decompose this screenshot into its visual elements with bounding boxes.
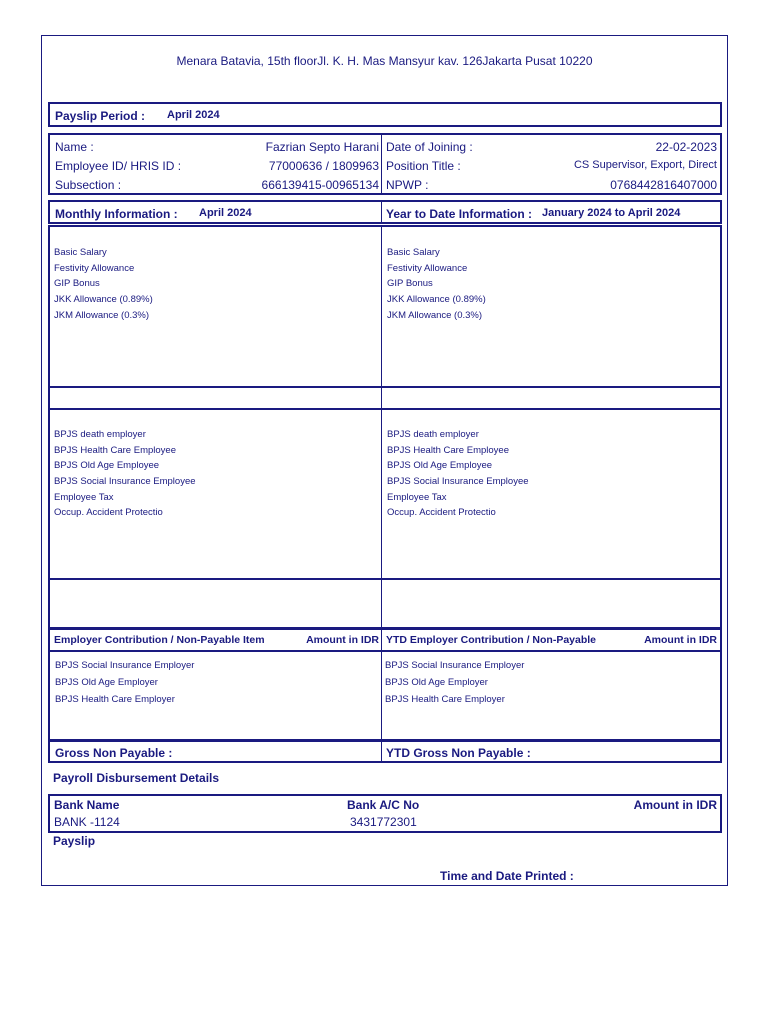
earning-item: JKM Allowance (0.3%) (54, 309, 150, 321)
subsection-value: 666139415-00965134 (261, 178, 379, 192)
payslip-period-value: April 2024 (167, 109, 220, 121)
disbursement-table (48, 794, 722, 832)
employer-contribution-item: BPJS Health Care Employer (55, 694, 175, 705)
ytd-info-period: January 2024 to April 2024 (542, 207, 681, 219)
ytd-info-label: Year to Date Information : (386, 207, 533, 221)
deduction-item: Occup. Accident Protectio (387, 507, 496, 519)
position-label: Position Title : (386, 159, 461, 173)
gross-non-payable-label: Gross Non Payable : (55, 746, 173, 760)
earning-item: Basic Salary (54, 247, 107, 258)
employee-id-label: Employee ID/ HRIS ID : (55, 159, 182, 173)
deduction-item: BPJS death employer (387, 429, 479, 440)
employer-contribution-item: BPJS Old Age Employer (385, 677, 488, 688)
monthly-earnings-list (54, 245, 153, 323)
deduction-item: BPJS Health Care Employee (54, 444, 176, 456)
time-date-printed-label: Time and Date Printed : (440, 869, 574, 883)
employer-contribution-header: Employer Contribution / Non-Payable Item (54, 634, 265, 646)
earning-item: GIP Bonus (387, 278, 433, 290)
earning-item: GIP Bonus (54, 278, 100, 290)
disbursement-divider (48, 831, 722, 833)
bank-ac-header: Bank A/C No (347, 798, 420, 812)
company-address: Menara Batavia, 15th floorJl. K. H. Mas Mansyur kav. 126Jakarta Pusat 10220 (176, 54, 593, 68)
deduction-item: BPJS Old Age Employee (54, 460, 160, 472)
deduction-item: Employee Tax (387, 491, 447, 503)
bank-name-header: Bank Name (54, 798, 120, 812)
employer-contribution-item: BPJS Social Insurance Employer (55, 660, 195, 671)
earning-item: Festivity Allowance (54, 262, 135, 274)
employer-contribution-item: BPJS Old Age Employer (55, 677, 158, 688)
ytd-gross-non-payable-label: YTD Gross Non Payable : (386, 746, 531, 760)
earnings-deductions-block (48, 225, 722, 629)
earning-item: JKM Allowance (0.3%) (387, 309, 483, 321)
deduction-item: BPJS Health Care Employee (387, 444, 509, 456)
employee-info (48, 133, 722, 195)
ytd-earnings-list (387, 245, 486, 323)
employer-contribution-item: BPJS Social Insurance Employer (385, 660, 525, 671)
employer-contribution-amount-header: Amount in IDR (306, 634, 379, 646)
name-label: Name : (55, 140, 94, 154)
doj-label: Date of Joining : (386, 140, 473, 154)
name-value: Fazrian Septo Harani (265, 140, 379, 154)
employer-contribution-list (55, 657, 194, 708)
earning-item: JKK Allowance (0.89%) (54, 294, 153, 306)
bank-ac-value: 3431772301 (350, 815, 417, 829)
payslip-period-label: Payslip Period : (55, 109, 146, 123)
deduction-item: Employee Tax (54, 491, 114, 503)
doj-value: 22-02-2023 (655, 140, 717, 154)
earning-item: Basic Salary (387, 247, 440, 258)
ytd-deductions-list (387, 427, 529, 521)
monthly-info-label: Monthly Information : (55, 207, 178, 221)
amount-header: Amount in IDR (633, 798, 717, 812)
deduction-item: Occup. Accident Protectio (54, 507, 163, 519)
ytd-employer-contribution-list (385, 657, 524, 708)
monthly-info-period: April 2024 (199, 207, 252, 219)
employer-contribution-block (48, 628, 722, 741)
info-header-bar (48, 200, 722, 224)
ytd-employer-contribution-amount-header: Amount in IDR (644, 634, 717, 646)
payslip-label: Payslip (53, 834, 96, 848)
deduction-item: BPJS death employer (54, 429, 146, 440)
ytd-employer-contribution-header: YTD Employer Contribution / Non-Payable (386, 634, 597, 646)
bank-name-value: BANK -1124 (54, 815, 120, 829)
subsection-label: Subsection : (55, 178, 122, 192)
earning-item: JKK Allowance (0.89%) (387, 294, 486, 306)
earning-item: Festivity Allowance (387, 262, 468, 274)
monthly-deductions-list (54, 427, 196, 521)
disbursement-title: Payroll Disbursement Details (53, 771, 220, 785)
position-value: CS Supervisor, Export, Direct (573, 159, 717, 171)
employee-id-value: 77000636 / 1809963 (268, 159, 379, 173)
npwp-value: 0768442816407000 (610, 178, 717, 192)
payslip-period-bar (48, 102, 722, 127)
npwp-label: NPWP : (386, 178, 429, 192)
employer-contribution-item: BPJS Health Care Employer (385, 694, 505, 705)
deduction-item: BPJS Old Age Employee (387, 460, 493, 472)
deduction-item: BPJS Social Insurance Employee (54, 476, 196, 488)
deduction-item: BPJS Social Insurance Employee (387, 476, 529, 488)
gross-non-payable-bar (48, 740, 722, 763)
